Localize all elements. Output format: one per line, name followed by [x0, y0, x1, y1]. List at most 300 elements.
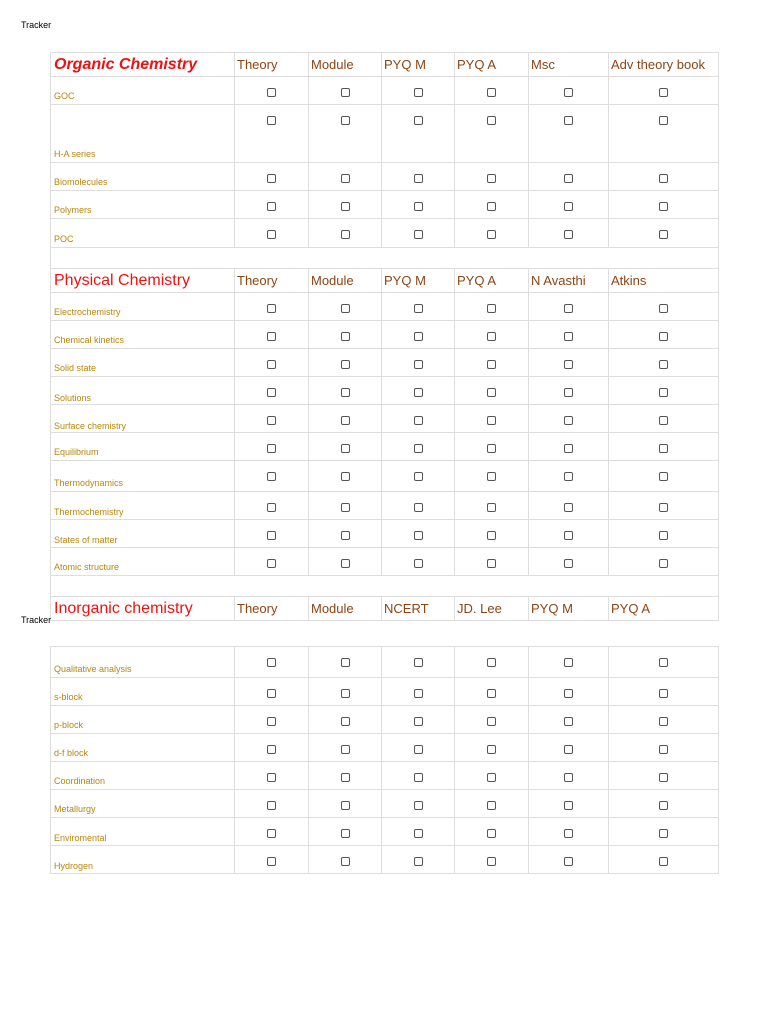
checkbox[interactable]: [659, 116, 668, 125]
spacer-row: [51, 248, 719, 269]
checkbox[interactable]: [564, 116, 573, 125]
checkbox[interactable]: [659, 472, 668, 481]
checkbox-cell: [382, 762, 455, 790]
checkbox[interactable]: [564, 745, 573, 754]
checkbox-cell: [609, 762, 719, 790]
checkbox-cell: [529, 461, 609, 492]
column-header: NCERT: [382, 597, 455, 621]
checkbox-cell: [455, 548, 529, 576]
checkbox-cell: [455, 293, 529, 321]
topic-label: Surface chemistry: [51, 405, 235, 433]
topic-label: Metallurgy: [51, 790, 235, 818]
checkbox-cell: [529, 520, 609, 548]
checkbox[interactable]: [659, 658, 668, 667]
checkbox-cell: [235, 219, 309, 248]
checkbox[interactable]: [414, 801, 423, 810]
section-title-inorganic: Inorganic chemistry: [51, 597, 235, 621]
checkbox[interactable]: [487, 773, 496, 782]
table-row: [51, 706, 719, 734]
checkbox-cell: [235, 647, 309, 678]
checkbox[interactable]: [414, 857, 423, 866]
table-row: [51, 461, 719, 492]
checkbox-cell: [609, 846, 719, 874]
checkbox-cell: [529, 349, 609, 377]
checkbox[interactable]: [564, 360, 573, 369]
checkbox-cell: [309, 163, 382, 191]
topic-label: Qualitative analysis: [51, 647, 235, 678]
checkbox[interactable]: [564, 531, 573, 540]
checkbox-cell: [382, 349, 455, 377]
checkbox-cell: [309, 706, 382, 734]
checkbox-cell: [382, 647, 455, 678]
checkbox[interactable]: [659, 416, 668, 425]
checkbox-cell: [235, 377, 309, 405]
checkbox[interactable]: [341, 857, 350, 866]
checkbox[interactable]: [564, 304, 573, 313]
checkbox[interactable]: [487, 88, 496, 97]
checkbox[interactable]: [267, 444, 276, 453]
checkbox-cell: [235, 405, 309, 433]
column-header: PYQ A: [455, 53, 529, 77]
checkbox[interactable]: [341, 416, 350, 425]
checkbox-cell: [455, 321, 529, 349]
checkbox[interactable]: [414, 717, 423, 726]
column-header: Module: [309, 53, 382, 77]
column-header: PYQ A: [455, 269, 529, 293]
checkbox-cell: [309, 77, 382, 105]
checkbox[interactable]: [341, 689, 350, 698]
checkbox-cell: [235, 548, 309, 576]
page-label-bottom: Tracker: [21, 615, 52, 625]
checkbox-cell: [309, 321, 382, 349]
checkbox-cell: [609, 647, 719, 678]
checkbox[interactable]: [414, 88, 423, 97]
checkbox-cell: [529, 734, 609, 762]
checkbox[interactable]: [267, 174, 276, 183]
spacer-row: [51, 576, 719, 597]
checkbox[interactable]: [659, 829, 668, 838]
checkbox-cell: [529, 219, 609, 248]
checkbox[interactable]: [341, 559, 350, 568]
checkbox-cell: [309, 647, 382, 678]
checkbox[interactable]: [414, 531, 423, 540]
checkbox[interactable]: [267, 202, 276, 211]
checkbox-cell: [529, 790, 609, 818]
checkbox[interactable]: [267, 773, 276, 782]
table-row: [51, 548, 719, 576]
checkbox-cell: [309, 846, 382, 874]
checkbox-cell: [609, 321, 719, 349]
topic-label: p-block: [51, 706, 235, 734]
checkbox-cell: [235, 77, 309, 105]
checkbox[interactable]: [659, 503, 668, 512]
checkbox[interactable]: [341, 773, 350, 782]
topic-label: Chemical kinetics: [51, 321, 235, 349]
checkbox-cell: [529, 647, 609, 678]
checkbox-cell: [529, 433, 609, 461]
checkbox-cell: [609, 461, 719, 492]
checkbox[interactable]: [487, 304, 496, 313]
checkbox[interactable]: [487, 230, 496, 239]
topic-label: Electrochemistry: [51, 293, 235, 321]
checkbox[interactable]: [267, 230, 276, 239]
checkbox[interactable]: [659, 304, 668, 313]
checkbox[interactable]: [659, 444, 668, 453]
checkbox-cell: [309, 548, 382, 576]
checkbox-cell: [529, 163, 609, 191]
checkbox-cell: [309, 405, 382, 433]
topic-label: Enviromental: [51, 818, 235, 846]
checkbox[interactable]: [564, 857, 573, 866]
checkbox-cell: [529, 321, 609, 349]
checkbox-cell: [235, 461, 309, 492]
checkbox-cell: [309, 293, 382, 321]
checkbox[interactable]: [341, 304, 350, 313]
checkbox[interactable]: [564, 416, 573, 425]
checkbox-cell: [455, 678, 529, 706]
checkbox[interactable]: [487, 801, 496, 810]
topic-label: States of matter: [51, 520, 235, 548]
column-header: Theory: [235, 597, 309, 621]
checkbox[interactable]: [564, 174, 573, 183]
checkbox-cell: [455, 349, 529, 377]
checkbox-cell: [455, 77, 529, 105]
checkbox[interactable]: [414, 559, 423, 568]
checkbox[interactable]: [564, 801, 573, 810]
checkbox[interactable]: [659, 332, 668, 341]
topic-label: d-f block: [51, 734, 235, 762]
checkbox[interactable]: [267, 304, 276, 313]
checkbox-cell: [455, 790, 529, 818]
checkbox[interactable]: [414, 472, 423, 481]
column-header: Msc: [529, 53, 609, 77]
checkbox[interactable]: [564, 230, 573, 239]
checkbox-cell: [455, 706, 529, 734]
checkbox-cell: [309, 349, 382, 377]
checkbox[interactable]: [487, 559, 496, 568]
checkbox-cell: [382, 548, 455, 576]
topic-label: Coordination: [51, 762, 235, 790]
checkbox-cell: [235, 678, 309, 706]
checkbox[interactable]: [564, 773, 573, 782]
checkbox[interactable]: [487, 388, 496, 397]
table-row: [51, 219, 719, 248]
checkbox[interactable]: [267, 472, 276, 481]
checkbox[interactable]: [487, 717, 496, 726]
table-row: [51, 405, 719, 433]
checkbox[interactable]: [487, 116, 496, 125]
checkbox[interactable]: [267, 116, 276, 125]
checkbox-cell: [382, 433, 455, 461]
table-row: [51, 790, 719, 818]
topic-label: Solutions: [51, 377, 235, 405]
checkbox[interactable]: [659, 388, 668, 397]
checkbox[interactable]: [414, 388, 423, 397]
checkbox[interactable]: [341, 658, 350, 667]
checkbox[interactable]: [414, 773, 423, 782]
checkbox[interactable]: [487, 658, 496, 667]
checkbox-cell: [609, 163, 719, 191]
checkbox[interactable]: [267, 801, 276, 810]
checkbox[interactable]: [341, 444, 350, 453]
checkbox-cell: [309, 790, 382, 818]
checkbox-cell: [235, 293, 309, 321]
checkbox-cell: [235, 520, 309, 548]
checkbox-cell: [382, 492, 455, 520]
checkbox-cell: [382, 377, 455, 405]
checkbox-cell: [609, 790, 719, 818]
checkbox-cell: [382, 293, 455, 321]
checkbox[interactable]: [414, 230, 423, 239]
checkbox[interactable]: [564, 717, 573, 726]
checkbox-cell: [529, 548, 609, 576]
checkbox[interactable]: [341, 503, 350, 512]
checkbox[interactable]: [487, 444, 496, 453]
checkbox[interactable]: [487, 416, 496, 425]
checkbox-cell: [455, 818, 529, 846]
checkbox[interactable]: [487, 174, 496, 183]
checkbox-cell: [309, 433, 382, 461]
checkbox[interactable]: [267, 559, 276, 568]
checkbox-cell: [609, 293, 719, 321]
checkbox[interactable]: [564, 689, 573, 698]
checkbox[interactable]: [414, 503, 423, 512]
checkbox-cell: [455, 219, 529, 248]
checkbox[interactable]: [487, 829, 496, 838]
topic-label: Solid state: [51, 349, 235, 377]
checkbox-cell: [609, 520, 719, 548]
checkbox-cell: [309, 818, 382, 846]
checkbox[interactable]: [341, 531, 350, 540]
checkbox-cell: [455, 762, 529, 790]
checkbox[interactable]: [414, 332, 423, 341]
section-header-row-physical: [51, 269, 719, 293]
column-header: PYQ M: [382, 53, 455, 77]
table-row: [51, 321, 719, 349]
checkbox-cell: [235, 734, 309, 762]
topic-label: Thermodynamics: [51, 461, 235, 492]
checkbox[interactable]: [341, 388, 350, 397]
checkbox[interactable]: [659, 745, 668, 754]
topic-label: H-A series: [51, 105, 235, 163]
checkbox[interactable]: [341, 116, 350, 125]
checkbox[interactable]: [414, 304, 423, 313]
checkbox[interactable]: [564, 202, 573, 211]
checkbox[interactable]: [487, 472, 496, 481]
checkbox[interactable]: [659, 174, 668, 183]
checkbox-cell: [382, 163, 455, 191]
checkbox[interactable]: [341, 829, 350, 838]
checkbox[interactable]: [267, 658, 276, 667]
checkbox[interactable]: [267, 388, 276, 397]
checkbox-cell: [309, 461, 382, 492]
checkbox[interactable]: [267, 360, 276, 369]
checkbox-cell: [235, 433, 309, 461]
checkbox-cell: [382, 790, 455, 818]
checkbox[interactable]: [659, 88, 668, 97]
column-header: Theory: [235, 53, 309, 77]
topic-label: Polymers: [51, 191, 235, 219]
checkbox[interactable]: [341, 202, 350, 211]
table-row: [51, 293, 719, 321]
checkbox[interactable]: [267, 829, 276, 838]
checkbox[interactable]: [414, 745, 423, 754]
checkbox[interactable]: [267, 745, 276, 754]
topic-label: GOC: [51, 77, 235, 105]
checkbox[interactable]: [487, 503, 496, 512]
checkbox[interactable]: [341, 174, 350, 183]
checkbox[interactable]: [564, 503, 573, 512]
tracker-table-page-2: [50, 646, 719, 874]
column-header: Module: [309, 269, 382, 293]
checkbox[interactable]: [564, 658, 573, 667]
table-row: [51, 846, 719, 874]
table-row: [51, 492, 719, 520]
checkbox-cell: [455, 105, 529, 163]
checkbox[interactable]: [659, 360, 668, 369]
table-row: [51, 734, 719, 762]
checkbox[interactable]: [414, 444, 423, 453]
table-row: [51, 520, 719, 548]
checkbox-cell: [455, 520, 529, 548]
checkbox[interactable]: [341, 332, 350, 341]
checkbox-cell: [455, 433, 529, 461]
section-title-organic: Organic Chemistry: [51, 53, 235, 77]
checkbox-cell: [309, 734, 382, 762]
checkbox-cell: [455, 647, 529, 678]
checkbox[interactable]: [341, 360, 350, 369]
checkbox-cell: [529, 77, 609, 105]
checkbox-cell: [382, 191, 455, 219]
checkbox[interactable]: [414, 116, 423, 125]
table-row: [51, 191, 719, 219]
checkbox-cell: [529, 105, 609, 163]
checkbox-cell: [382, 461, 455, 492]
checkbox[interactable]: [267, 332, 276, 341]
checkbox-cell: [609, 818, 719, 846]
checkbox-cell: [455, 191, 529, 219]
checkbox-cell: [382, 734, 455, 762]
checkbox[interactable]: [267, 88, 276, 97]
table-row: [51, 349, 719, 377]
checkbox[interactable]: [414, 174, 423, 183]
checkbox-cell: [235, 762, 309, 790]
column-header: PYQ A: [609, 597, 719, 621]
checkbox-cell: [235, 818, 309, 846]
column-header: Theory: [235, 269, 309, 293]
checkbox[interactable]: [564, 332, 573, 341]
checkbox[interactable]: [564, 829, 573, 838]
checkbox[interactable]: [414, 658, 423, 667]
checkbox[interactable]: [564, 472, 573, 481]
column-header: PYQ M: [382, 269, 455, 293]
checkbox[interactable]: [341, 88, 350, 97]
checkbox[interactable]: [564, 88, 573, 97]
checkbox[interactable]: [267, 857, 276, 866]
checkbox[interactable]: [267, 717, 276, 726]
checkbox[interactable]: [487, 332, 496, 341]
section-header-row-inorganic: [51, 597, 719, 621]
checkbox[interactable]: [341, 745, 350, 754]
checkbox[interactable]: [659, 857, 668, 866]
table-row: [51, 762, 719, 790]
checkbox[interactable]: [659, 531, 668, 540]
checkbox[interactable]: [659, 801, 668, 810]
checkbox[interactable]: [414, 829, 423, 838]
checkbox[interactable]: [341, 717, 350, 726]
checkbox-cell: [529, 846, 609, 874]
checkbox[interactable]: [487, 857, 496, 866]
checkbox-cell: [235, 492, 309, 520]
checkbox[interactable]: [487, 689, 496, 698]
checkbox[interactable]: [414, 416, 423, 425]
checkbox-cell: [529, 492, 609, 520]
table-row: [51, 647, 719, 678]
table-row: [51, 818, 719, 846]
topic-label: Equilibrium: [51, 433, 235, 461]
checkbox[interactable]: [341, 801, 350, 810]
checkbox-cell: [609, 433, 719, 461]
checkbox[interactable]: [487, 202, 496, 211]
table-row: [51, 377, 719, 405]
checkbox[interactable]: [267, 689, 276, 698]
checkbox-cell: [382, 520, 455, 548]
checkbox[interactable]: [414, 689, 423, 698]
checkbox[interactable]: [659, 559, 668, 568]
checkbox[interactable]: [564, 559, 573, 568]
checkbox-cell: [382, 105, 455, 163]
topic-label: Atomic structure: [51, 548, 235, 576]
checkbox-cell: [235, 321, 309, 349]
checkbox[interactable]: [659, 230, 668, 239]
checkbox-cell: [235, 191, 309, 219]
checkbox-cell: [309, 377, 382, 405]
checkbox-cell: [609, 548, 719, 576]
checkbox[interactable]: [564, 388, 573, 397]
checkbox[interactable]: [659, 773, 668, 782]
checkbox[interactable]: [341, 230, 350, 239]
checkbox-cell: [382, 77, 455, 105]
checkbox[interactable]: [659, 717, 668, 726]
checkbox[interactable]: [267, 531, 276, 540]
checkbox[interactable]: [267, 416, 276, 425]
topic-label: s-block: [51, 678, 235, 706]
checkbox[interactable]: [659, 202, 668, 211]
checkbox[interactable]: [267, 503, 276, 512]
checkbox-cell: [529, 191, 609, 219]
checkbox[interactable]: [659, 689, 668, 698]
checkbox-cell: [455, 377, 529, 405]
page-label-top: Tracker: [21, 20, 52, 30]
checkbox-cell: [609, 191, 719, 219]
checkbox-cell: [609, 349, 719, 377]
checkbox[interactable]: [487, 531, 496, 540]
checkbox[interactable]: [487, 360, 496, 369]
checkbox[interactable]: [414, 360, 423, 369]
topic-label: Biomolecules: [51, 163, 235, 191]
checkbox-cell: [455, 492, 529, 520]
checkbox[interactable]: [341, 472, 350, 481]
checkbox[interactable]: [414, 202, 423, 211]
checkbox-cell: [609, 77, 719, 105]
checkbox[interactable]: [487, 745, 496, 754]
table-row: [51, 105, 719, 163]
column-header: Atkins: [609, 269, 719, 293]
checkbox-cell: [382, 321, 455, 349]
checkbox-cell: [309, 678, 382, 706]
checkbox-cell: [309, 762, 382, 790]
checkbox[interactable]: [564, 444, 573, 453]
